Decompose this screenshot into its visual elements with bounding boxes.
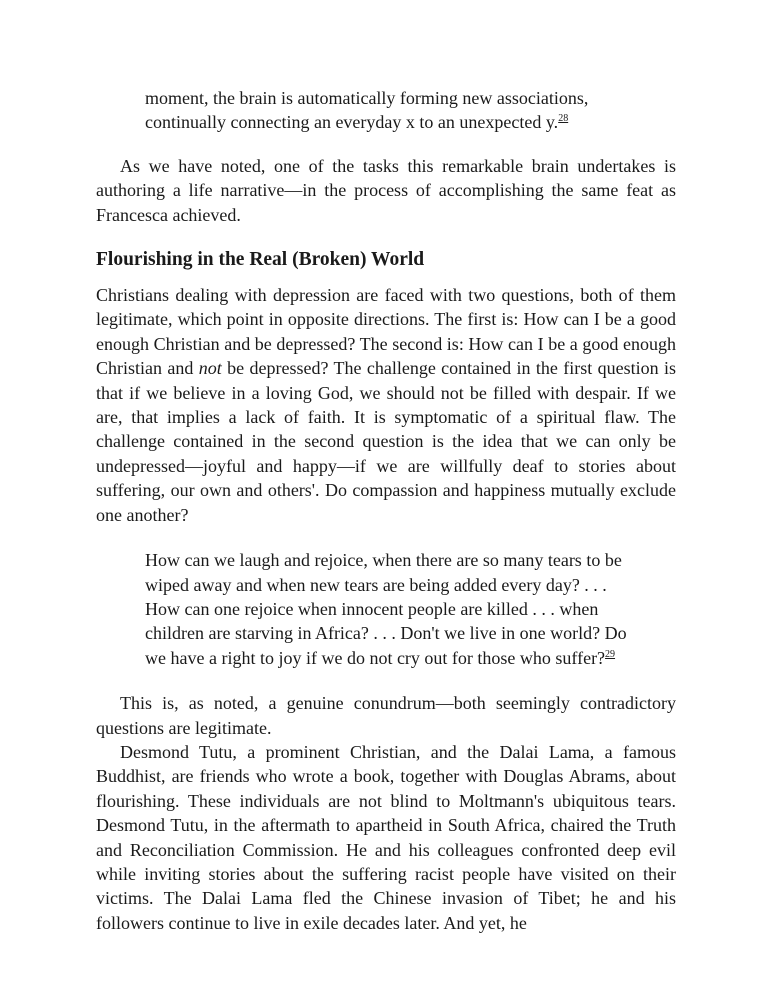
section-heading: Flourishing in the Real (Broken) World [96,249,425,271]
block-quote-2-text: How can we laugh and rejoice, when there are so many tears to be wiped away and when new tears are being added every day? . . . How can one rejoice when innocent people are killed . . . when children are starving in Africa? . . . Don't we live in one world? Do we have a right to joy if we do not cry out for those who suffer? [145,550,627,668]
paragraph-2 [96,283,676,527]
paragraph-4: Desmond Tutu, a prominent Christian, and the Dalai Lama, a famous Buddhist, are friends who wrote a book, together with Douglas Abrams, about flourishing. These individuals are not blind to Moltmann's ubiquitous tears. Desmond Tutu, in the aftermath to apartheid in South Africa, chaired the Truth and Reconciliation Commission. He and his colleagues confronted deep evil while inviting stories about the suffering racist people have visited on their victims. The Dalai Lama fled the Chinese invasion of Tibet; he and his followers continue to live in exile decades later. And yet, he [96,741,676,933]
footnote-28-link[interactable]: 28 [558,113,569,125]
page-body [96,86,676,935]
footnote-29-link[interactable]: 29 [605,648,616,660]
paragraph-2-emphasis: not [198,358,222,379]
block-quote-2 [145,548,632,670]
block-quote-1-text: moment, the brain is automatically forming new associations, continually connecting an everyday x to an unexpected y. [145,88,589,133]
paragraph-1: As we have noted, one of the tasks this remarkable brain undertakes is authoring a life narrative—in the process of accomplishing the same feat as Francesca achieved. [96,155,676,225]
paragraph-3: This is, as noted, a genuine conundrum—both seemingly contradictory questions are legitimate. [96,693,676,738]
paragraph-2-part-1: Christians dealing with depression are faced with two questions, both of them legitimate, which point in opposite directions. The first is: How can I be a good enough Christian and be depressed? The second is: How can I be a good enough Christian and [96,285,676,379]
paragraph-2-part-2: be depressed? The challenge contained in the first question is that if we believe in a loving God, we should not be filled with despair. If we are, that implies a lack of faith. It is symptomatic of a spiritual flaw. The challenge contained in the second question is the idea that we can only be undepressed—joyful and happy—if we are willfully deaf to stories about suffering, our own and others'. Do compassion and happiness mutually exclude one another? [96,358,676,525]
block-quote-1 [145,86,632,135]
